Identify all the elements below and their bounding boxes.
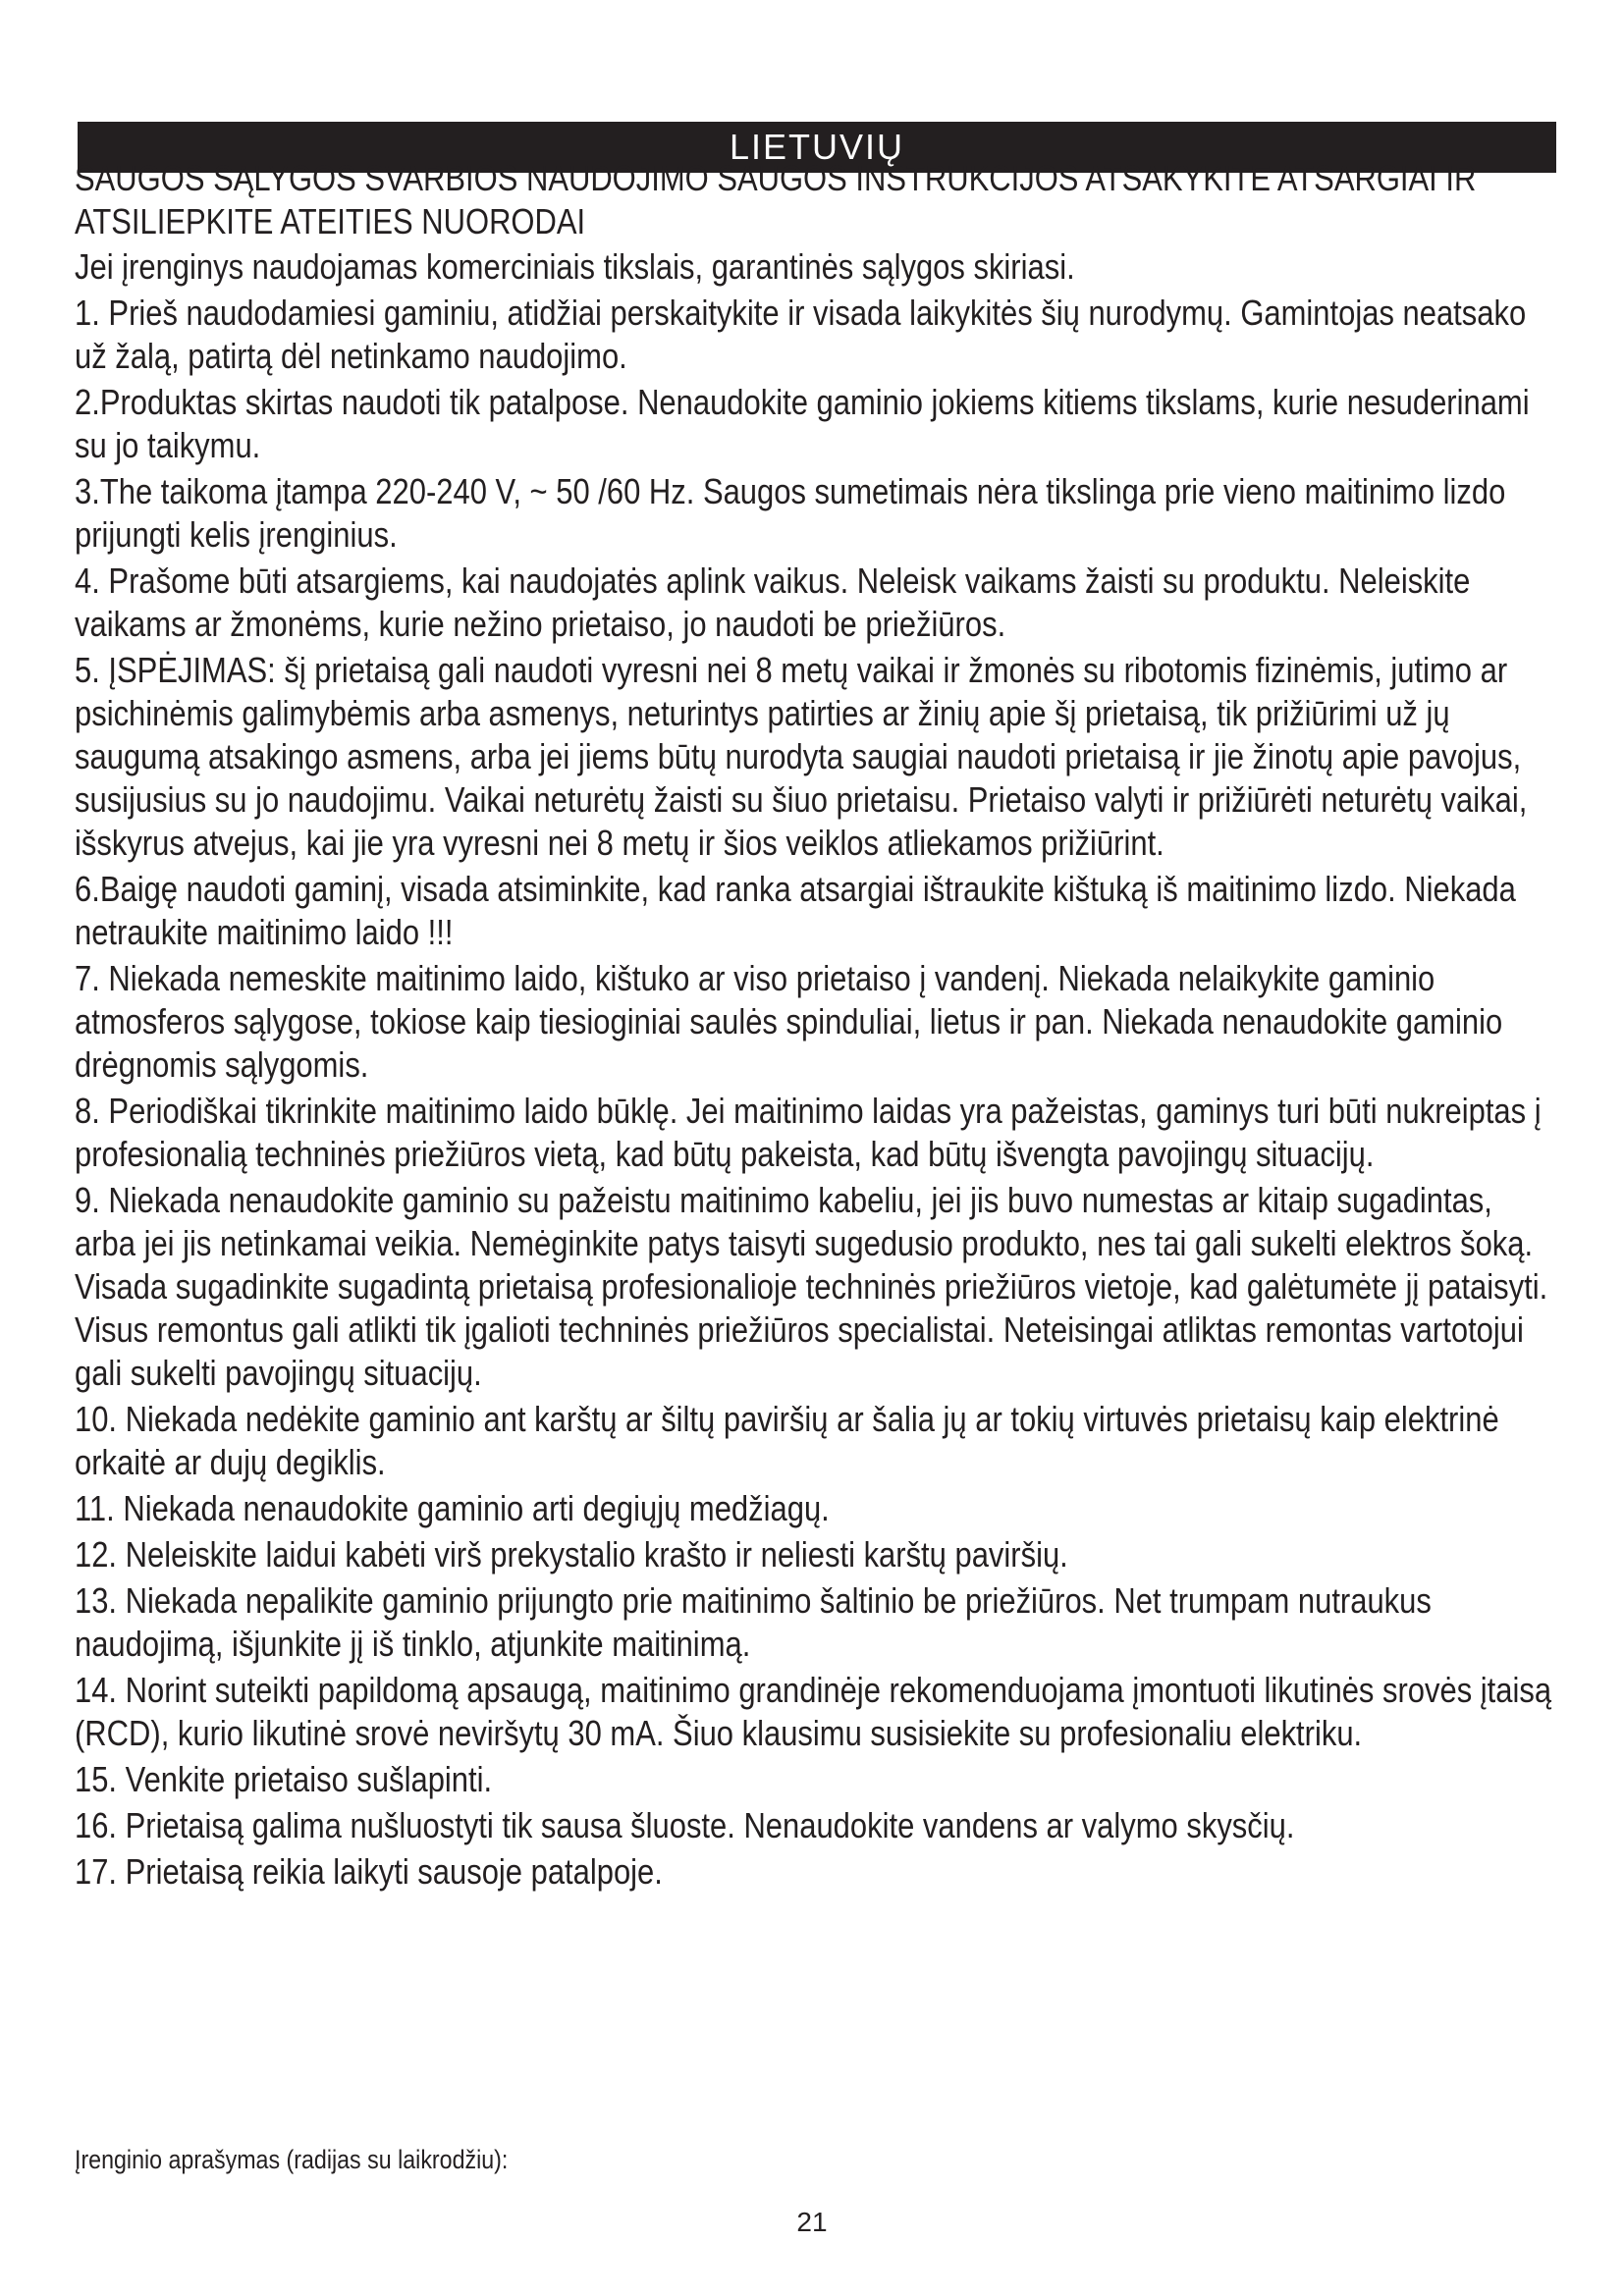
instruction-item-8: 8. Periodiškai tikrinkite maitinimo laido būklę. Jei maitinimo laidas yra pažeistas, gaminys turi būti nukreiptas į profesionalią techninės priežiūros vietą, kad būtų pakeista, kad būtų išvengta pavojingų situacijų. xyxy=(75,1091,1542,1174)
instruction-item-7: 7. Niekada nemeskite maitinimo laido, kištuko ar viso prietaiso į vandenį. Niekada nelaikykite gaminio atmosferos sąlygose, tokiose kaip tiesioginiai saulės spinduliai, lietus ir pan. Niekada nenaudokite gaminio drėgnomis sąlygomis. xyxy=(75,958,1503,1085)
instruction-item-16: 16. Prietaisą galima nušluostyti tik sausa šluoste. Nenaudokite vandens ar valymo skysčių. xyxy=(75,1805,1295,1845)
instruction-item-4: 4. Prašome būti atsargiems, kai naudojatės aplink vaikus. Neleisk vaikams žaisti su produktu. Neleiskite vaikams ar žmonėms, kurie nežino prietaiso, jo naudoti be priežiūros. xyxy=(75,561,1471,644)
instruction-item-11: 11. Niekada nenaudokite gaminio arti degiųjų medžiagų. xyxy=(75,1488,830,1528)
instruction-item-14: 14. Norint suteikti papildomą apsaugą, maitinimo grandinėje rekomenduojama įmontuoti likutinės srovės įtaisą (RCD), kurio likutinė srovė neviršytų 30 mA. Šiuo klausimu susisiekite su profesionaliu elektriku. xyxy=(75,1670,1552,1753)
instruction-item-9: 9. Niekada nenaudokite gaminio su pažeistu maitinimo kabeliu, jei jis buvo numestas ar kitaip sugadintas, arba jei jis netinkamai veikia. Nemėginkite patys taisyti sugedusio produkto, nes tai gali sukelti elektros šoką. Visada sugadinkite sugadintą prietaisą profesionalioje techninės priežiūros vietoje, kad galėtumėte jį pataisyti. Visus remontus gali atlikti tik įgalioti techninės priežiūros specialistai. Neteisingai atliktas remontas vartotojui gali sukelti pavojingų situacijų. xyxy=(75,1180,1548,1393)
language-label: LIETUVIŲ xyxy=(729,127,905,167)
instruction-item-15: 15. Venkite prietaiso sušlapinti. xyxy=(75,1759,493,1799)
instruction-item-1: 1. Prieš naudodamiesi gaminiu, atidžiai perskaitykite ir visada laikykitės šių nurodymų. Gamintojas neatsako už žalą, patirtą dėl netinkamo naudojimo. xyxy=(75,293,1527,376)
intro-text: Jei įrenginys naudojamas komerciniais tikslais, garantinės sąlygos skiriasi. xyxy=(75,246,1075,287)
page-title: SAUGOS SĄLYGOS SVARBIOS NAUDOJIMO SAUGOS INSTRUKCIJOS ATSAKYKITE ATSARGIAI IR ATSILIEPKITE ATEITIES NUORODAI xyxy=(75,158,1477,241)
instruction-item-13: 13. Niekada nepalikite gaminio prijungto prie maitinimo šaltinio be priežiūros. Net trumpam nutraukus naudojimą, išjunkite jį iš tinklo, atjunkite maitinimą. xyxy=(75,1580,1432,1664)
instruction-item-12: 12. Neleiskite laidui kabėti virš prekystalio krašto ir neliesti karštų paviršių. xyxy=(75,1534,1068,1575)
instruction-item-6: 6.Baigę naudoti gaminį, visada atsiminkite, kad ranka atsargiai ištraukite kištuką iš maitinimo lizdo. Niekada netraukite maitinimo laido !!! xyxy=(75,869,1516,952)
instruction-item-10: 10. Niekada nedėkite gaminio ant karštų ar šiltų paviršių ar šalia jų ar tokių virtuvės prietaisų kaip elektrinė orkaitė ar dujų degiklis. xyxy=(75,1399,1499,1482)
device-description-heading: Įrenginio aprašymas (radijas su laikrodžiu): xyxy=(75,2145,509,2174)
page-number: 21 xyxy=(796,2207,828,2237)
instruction-item-2: 2.Produktas skirtas naudoti tik patalpose. Nenaudokite gaminio jokiems kitiems tikslams, kurie nesuderinami su jo taikymu. xyxy=(75,382,1530,465)
instruction-item-5: 5. ĮSPĖJIMAS: šį prietaisą gali naudoti vyresni nei 8 metų vaikai ir žmonės su ribotomis fizinėmis, jutimo ar psichinėmis galimybėmis arba asmenys, neturintys patirties ar žinių apie šį prietaisą, tik prižiūrimi už jų saugumą atsakingo asmens, arba jei jiems būtų nurodyta saugiai naudoti prietaisą ir jie žinotų apie pavojus, susijusius su jo naudojimu. Vaikai neturėtų žaisti su šiuo prietaisu. Prietaiso valyti ir prižiūrėti neturėtų vaikai, išskyrus atvejus, kai jie yra vyresni nei 8 metų ir šios veiklos atliekamos prižiūrint. xyxy=(75,650,1528,863)
instruction-item-17: 17. Prietaisą reikia laikyti sausoje patalpoje. xyxy=(75,1851,663,1892)
safety-instructions xyxy=(75,157,1557,1894)
instruction-item-3: 3.The taikoma įtampa 220-240 V, ~ 50 /60 Hz. Saugos sumetimais nėra tikslinga prie vieno maitinimo lizdo prijungti kelis įrenginius. xyxy=(75,471,1506,555)
